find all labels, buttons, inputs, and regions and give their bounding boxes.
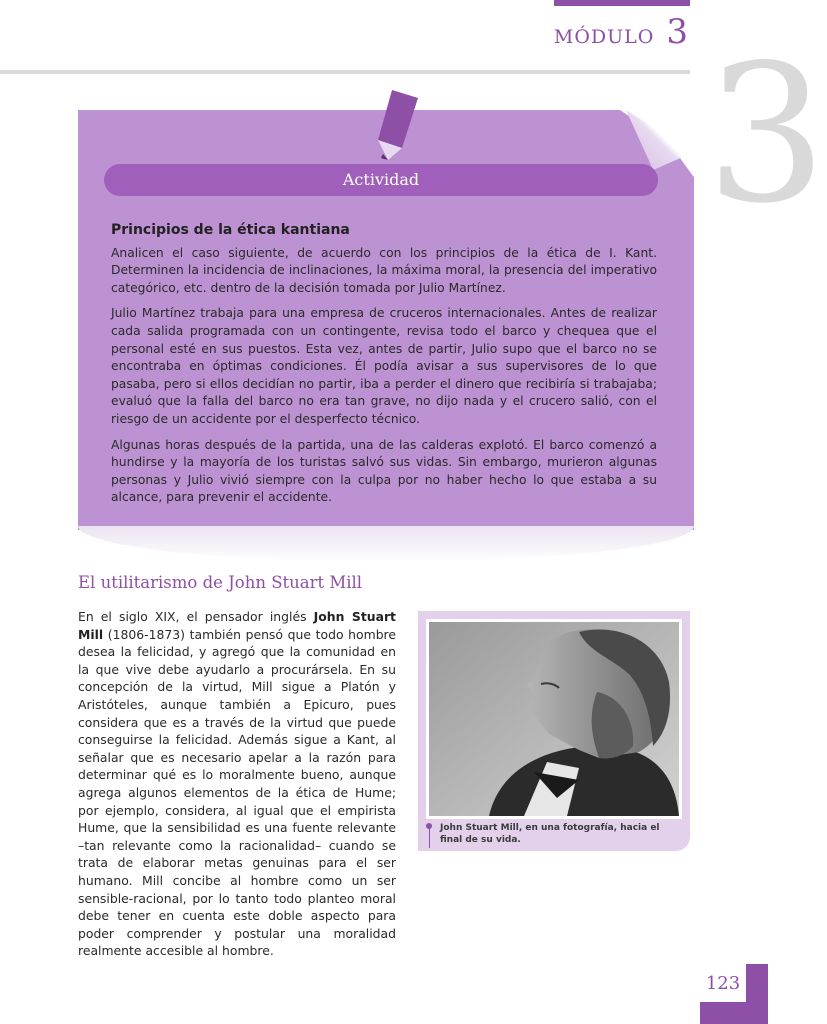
pencil-icon [378,86,428,162]
body-text-start: En el siglo XIX, el pensador inglés [78,609,314,624]
page-number: 123 [700,964,746,1002]
module-number: 3 [666,12,688,52]
activity-paragraph: Julio Martínez trabaja para una empresa de cruceros internacionales. Antes de realizar cada salida programada con un contingente, revisa todo el barco y chequea que el personal esté en sus puestos. Esta vez, antes de partir, Julio supo que el barco no se encontraba en óptimas condiciones. Él podía avisar a sus supervisores de lo que pasaba, pero si ellos decidían no partir, iba a perder el dinero que recibiría si trabajaba; evaluó que la falla del barco no era tan grave, no dijo nada y el crucero salió, con el riesgo de un accidente por el desperfecto técnico. [111,306,657,426]
section-body [78,608,396,960]
activity-card-shadow [78,526,694,562]
body-text-rest: (1806-1873) también pensó que todo hombre desea la felicidad, y agregó que la comunidad en la que vive debe ayudarlo a procurársela. En su concepción de la virtud, Mill sigue a Platón y Aristóteles, aunque también a Epicuro, pues considera que es a través de la virtud que puede conseguirse la felicidad. Además sigue a Kant, al señalar que es necesario apelar a la razón para determinar qué es lo moralmente bueno, aunque agrega algunos elementos de la ética de Hume; por ejemplo, considera, al igual que el empirista Hume, que la sensibilidad es una fuente relevante –tan relevante como la racionalidad– cuando se trata de elaborar metas genuinas para el ser humano. Mill concibe al hombre como un ser sensible-racional, por lo tanto todo planteo moral debe tener en cuenta este doble aspecto para poder comprender y postular una moralidad realmente accesible al hombre. [78,626,396,959]
activity-banner: Actividad [104,164,658,196]
side-module-number: 3 [706,24,827,245]
activity-content [111,222,657,515]
caption-line [429,826,430,848]
activity-paragraph: Analicen el caso siguiente, de acuerdo con los principios de la ética de I. Kant. Determinen la incidencia de inclinaciones, la máxima moral, la presencia del imperativo categórico, etc. dentro de la decisión tomada por Julio Martínez. [111,245,657,295]
header-accent-bar [554,0,690,6]
section-title: El utilitarismo de John Stuart Mill [78,573,363,592]
activity-paragraph: Algunas horas después de la partida, una de las calderas explotó. El barco comenzó a hundirse y la mayoría de los turistas salvó sus vidas. Sin embargo, murieron algunas personas y Julio vivió siempre con la culpa por no haber hecho lo que estaba a su alcance, para prevenir el accidente. [111,437,657,505]
module-heading [554,12,688,52]
activity-title: Principios de la ética kantiana [111,222,350,238]
module-label: MÓDULO [553,26,655,48]
header-divider [0,70,690,74]
figure-caption: John Stuart Mill, en una fotografía, hacia el final de su vida. [440,823,660,845]
portrait-photo [429,622,679,816]
body-name-bold: John Stuart Mill [78,609,396,642]
